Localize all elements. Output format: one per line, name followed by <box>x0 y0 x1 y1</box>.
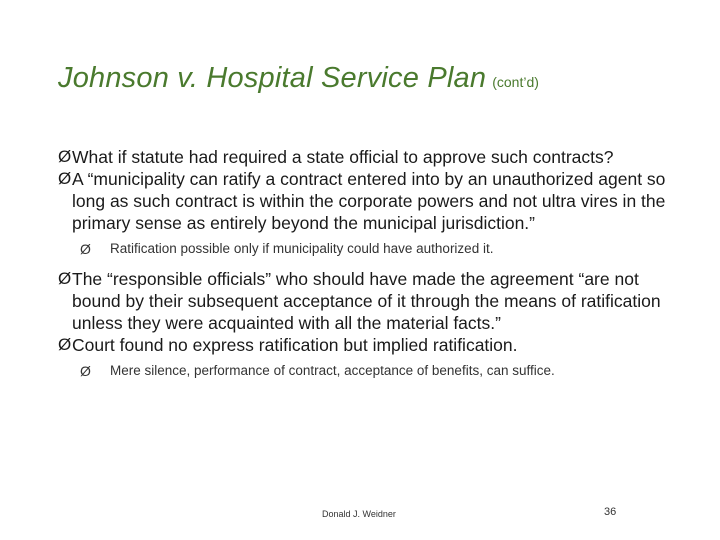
bullet-list <box>58 146 678 380</box>
arrow-bullet-icon: Ø <box>58 147 72 166</box>
bullet-item <box>58 146 678 168</box>
bullet-item <box>58 334 678 356</box>
arrow-bullet-icon: Ø <box>80 241 91 257</box>
arrow-bullet-icon: Ø <box>58 335 72 354</box>
arrow-bullet-icon: Ø <box>58 169 72 188</box>
arrow-bullet-icon: Ø <box>80 363 91 379</box>
bullet-text: A “municipality can ratify a contract entered into by an unauthorized agent so long as such contract is within the corporate powers and not ultra vires in the primary sense as entirely beyond the municipal jurisdiction.” <box>72 169 666 233</box>
bullet-text: Court found no express ratification but implied ratification. <box>72 335 518 355</box>
sub-bullet-item <box>80 240 678 258</box>
title-suffix: (cont’d) <box>492 74 539 90</box>
bullet-item <box>58 168 678 234</box>
page-number: 36 <box>604 506 617 518</box>
bullet-text: The “responsible officials” who should have made the agreement “are not bound by their subsequent acceptance of it through the means of ratification unless they were acquainted with all the material facts.” <box>72 269 661 333</box>
bullet-text: What if statute had required a state official to approve such contracts? <box>72 147 614 167</box>
slide-title <box>58 62 539 95</box>
footer-author: Donald J. Weidner <box>322 509 396 519</box>
arrow-bullet-icon: Ø <box>58 269 72 288</box>
sub-bullet-text: Ratification possible only if municipality could have authorized it. <box>110 241 494 256</box>
sub-bullet-text: Mere silence, performance of contract, acceptance of benefits, can suffice. <box>110 363 555 378</box>
bullet-item <box>58 268 678 334</box>
sub-bullet-item <box>80 362 678 380</box>
title-main: Johnson v. Hospital Service Plan <box>58 62 487 94</box>
